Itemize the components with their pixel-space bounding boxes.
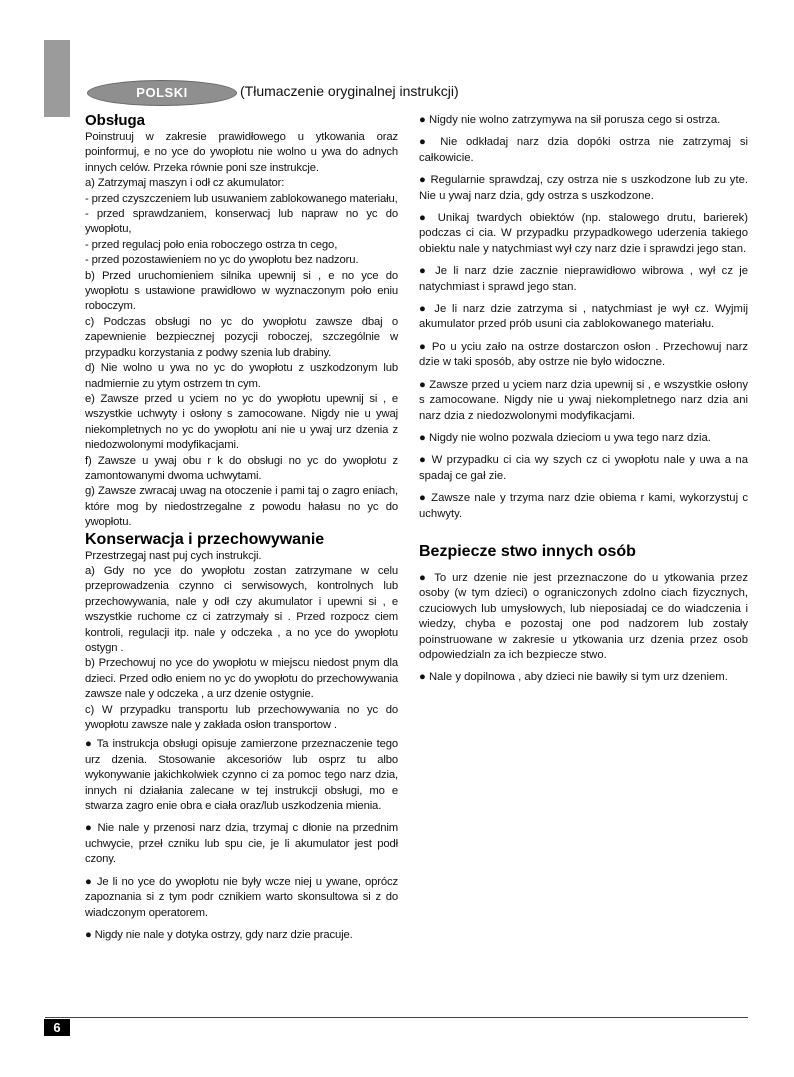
- usage-paragraph: a) Zatrzymaj maszyn i odł cz akumulator:: [85, 177, 285, 190]
- heading-usage: Obsługa: [85, 112, 146, 129]
- usage-paragraph: - przed sprawdzaniem, konserwacj lub napraw no yc do ywopłotu,: [85, 208, 398, 236]
- list-item: ● W przypadku ci cia wy szych cz ci ywopłotu nale y uwa a na spadaj ce gał zie.: [419, 454, 748, 482]
- list-item: ● Po u yciu zało na ostrze dostarczon osłon . Przechowuj narz dzie w taki sposób, aby ostrze nie było widoczne.: [419, 340, 748, 369]
- list-item: ● Nale y dopilnowa , aby dzieci nie bawiły si tym urz dzeniem.: [419, 671, 728, 684]
- list-item: ● Unikaj twardych obiektów (np. stalowego drutu, barierek) podczas ci cia. W przypadku przypadkowego uderzenia takiego obiektu nale y natychmiast wył czy narz dzie i sprawdzi jego stan.: [419, 212, 748, 255]
- heading-others-safety: Bezpiecze stwo innych osób: [419, 542, 636, 560]
- list-item: ● Nigdy nie wolno zatrzymywa na sił porusza cego si ostrza.: [419, 114, 721, 126]
- usage-paragraph: - przed czyszczeniem lub usuwaniem zablokowanego materiału,: [85, 192, 398, 205]
- usage-paragraph: - przed pozostawieniem no yc do ywopłotu bez nadzoru.: [85, 254, 359, 267]
- list-item: ● Zawsze przed u yciem narz dzia upewnij si , e wszystkie osłony s zamocowane. Nigdy nie u ywaj niekompletnego narz dzia ani narz dzia z niedozwolonymi modyfikacjami.: [419, 378, 748, 422]
- list-item: ● Nie nale y przenosi narz dzia, trzymaj c dłonie na przednim uchwycie, przeł czniku lub spu cie, je li akumulator jest podł czony.: [85, 822, 398, 866]
- right-bullet-list: [419, 113, 748, 522]
- heading-maintenance: Konserwacja i przechowywanie: [85, 530, 325, 548]
- left-bullet-list: [85, 737, 398, 943]
- usage-paragraph: b) Przed uruchomieniem silnika upewnij si , e no yce do ywopłotu s ustawione prawidłowo w wyznaczonym poło eniu roboczym.: [85, 269, 398, 313]
- maintenance-paragraph: Przestrzegaj nast puj cych instrukcji.: [85, 549, 262, 562]
- usage-paragraph: e) Zawsze przed u yciem no yc do ywopłotu upewnij si , e wszystkie uchwyty i osłony s zamocowane. Nigdy nie u ywaj niekompletnych no yc do ywopłotu ani nie u ywaj urz dzenia z niedozwolonymi modyfikacjami.: [85, 392, 398, 452]
- usage-paragraph: - przed regulacj poło enia roboczego ostrza tn cego,: [85, 238, 338, 251]
- left-column: [85, 112, 398, 950]
- page-number: 6: [44, 1019, 70, 1036]
- list-item: ● Zawsze nale y trzyma narz dzie obiema r kami, wykorzystuj c uchwyty.: [419, 492, 748, 520]
- usage-paragraph: f) Zawsze u ywaj obu r k do obsługi no yc do ywopłotu z zamontowanymi dwoma uchwytami.: [85, 454, 398, 482]
- usage-paragraph: g) Zawsze zwracaj uwag na otoczenie i pami taj o zagro eniach, które mog by niedostrzegalne z powodu hałasu no yc do ywopłotu.: [85, 485, 398, 529]
- right-column: [419, 113, 748, 693]
- list-item: ● Je li no yce do ywopłotu nie były wcze niej u ywane, oprócz zapoznania si z tym podr cznikiem warto skonsultowa si z do wiadczonym operatorem.: [85, 875, 398, 919]
- maintenance-paragraph: a) Gdy no yce do ywopłotu zostan zatrzymane w celu przeprowadzenia czynno ci serwisowych, kontrolnych lub przechowywania, nale y odł czy akumulator i upewni si , e wszystkie ruchome cz ci zatrzymały si . Przed rozpocz ciem kontroli, regulacji itp. nale y odczeka , a no yce do ywopłotu ostygn .: [85, 564, 398, 654]
- maintenance-paragraph: c) W przypadku transportu lub przechowywania no yc do ywopłotu zawsze nale y zakłada osłon transportow .: [85, 703, 398, 732]
- list-item: ● Regularnie sprawdzaj, czy ostrza nie s uszkodzone lub zu yte. Nie u ywaj narz dzia, gdy ostrza s uszkodzone.: [419, 174, 748, 202]
- list-item: ● Ta instrukcja obsługi opisuje zamierzone przeznaczenie tego urz dzenia. Stosowanie akcesoriów lub osprz tu albo wykonywanie jakichkolwiek czynno ci za pomoc tego narz dzia, innych ni działania zalecane w tej instrukcji obsługi, mo e stwarza zagro enie obra e ciała oraz/lub uszkodzenia mienia.: [85, 738, 398, 813]
- usage-paragraph: Poinstruuj w zakresie prawidłowego u ytkowania oraz poinformuj, e no yce do ywopłotu nie wolno u ywa do adnych innych celów. Przeka równie poni sze instrukcje.: [85, 131, 398, 174]
- others-bullet-list: [419, 571, 748, 686]
- maintenance-paragraph: b) Przechowuj no yce do ywopłotu w miejscu niedost pnym dla dzieci. Przed odło eniem no yc do ywopłotu do przechowywania zawsze nale y odczeka , a urz dzenie ostygnie.: [85, 657, 398, 701]
- usage-paragraph: d) Nie wolno u ywa no yc do ywopłotu z uszkodzonym lub nadmiernie zu ytym ostrzem tn cym.: [85, 362, 398, 390]
- list-item: ● To urz dzenie nie jest przeznaczone do u ytkowania przez osoby (w tym dzieci) o ograniczonych zdolno ciach fizycznych, czuciowych lub umysłowych, lub nieposiadaj ce do wiadczenia i wiedzy, chyba e pozostaj one pod nadzorem lub zostały poinstruowane w zakresie u ytkowania urz dzenia przez osob odpowiedzialn za ich bezpiecze stwo.: [419, 571, 748, 661]
- list-item: ● Nigdy nie nale y dotyka ostrzy, gdy narz dzie pracuje.: [85, 928, 353, 941]
- language-side-tab: [44, 40, 70, 117]
- list-item: ● Je li narz dzie zatrzyma si , natychmiast je wył cz. Wyjmij akumulator przed prób usuni cia zablokowanego materiału.: [419, 303, 748, 331]
- footer-divider: [45, 1017, 748, 1018]
- list-item: ● Nigdy nie wolno pozwala dzieciom u ywa tego narz dzia.: [419, 431, 711, 444]
- translation-caption: (Tłumaczenie oryginalnej instrukcji): [240, 83, 459, 99]
- list-item: ● Nie odkładaj narz dzia dopóki ostrza nie zatrzymaj si całkowicie.: [419, 136, 748, 164]
- language-badge: POLSKI: [87, 80, 237, 106]
- list-item: ● Je li narz dzie zacznie nieprawidłowo wibrowa , wył cz je natychmiast i sprawd jego stan.: [419, 265, 748, 293]
- usage-paragraph: c) Podczas obsługi no yc do ywopłotu zawsze dbaj o zapewnienie bezpiecznej pozycji roboczej, szczególnie w przypadku korzystania z podwy szenia lub drabiny.: [85, 315, 398, 359]
